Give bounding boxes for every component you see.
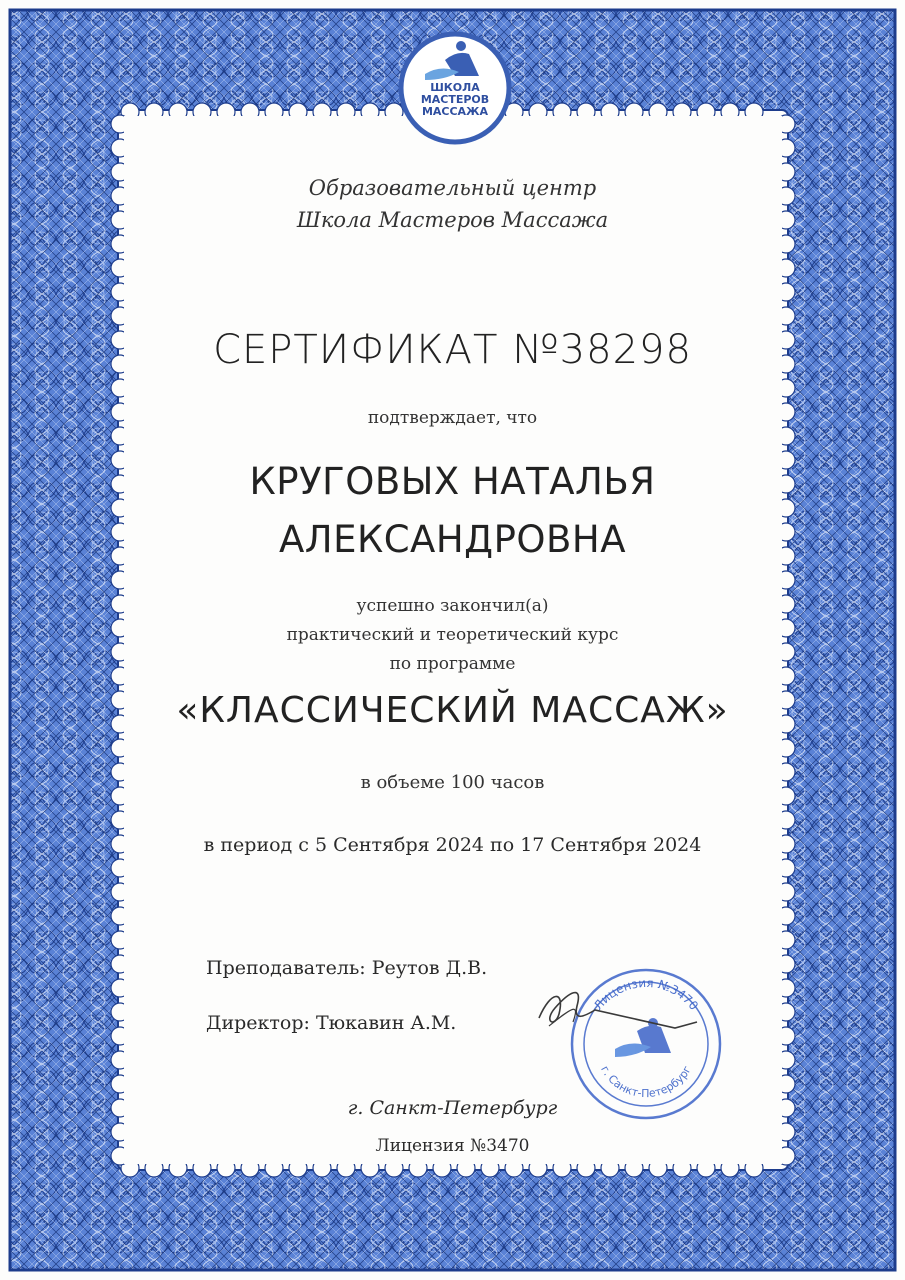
volume-text: в объеме 100 часов: [360, 772, 545, 793]
confirms-text: подтверждает, что: [367, 408, 538, 428]
certificate-title: СЕРТИФИКАТ №38298: [213, 327, 692, 373]
program-name: «КЛАССИЧЕСКИЙ МАССАЖ»: [176, 690, 729, 731]
completed-text: успешно закончил(а): [356, 596, 549, 616]
stamp-license-text: Лицензия №3470: [590, 975, 702, 1013]
recipient-name-line-1: КРУГОВЫХ НАТАЛЬЯ: [249, 460, 656, 503]
footer-license: Лицензия №3470: [375, 1136, 530, 1156]
footer-city: г. Санкт-Петербург: [347, 1097, 558, 1119]
director-signature-line: Директор: Тюкавин А.М.: [206, 1012, 457, 1034]
logo-text-1: ШКОЛА: [430, 81, 480, 94]
period-text: в период с 5 Сентября 2024 по 17 Сентября 2024: [203, 834, 702, 856]
course-text: практический и теоретический курс: [286, 625, 619, 645]
handwritten-signature: [525, 970, 710, 1050]
stamp-city-text: г. Санкт-Петербург: [598, 1063, 694, 1101]
svg-text:г. Санкт-Петербург: [598, 1063, 694, 1100]
teacher-signature-line: Преподаватель: Реутов Д.В.: [206, 957, 488, 979]
program-intro-text: по программе: [389, 654, 516, 674]
logo-text-2: МАСТЕРОВ: [420, 93, 490, 106]
organization-line-1: Образовательный центр: [308, 176, 597, 200]
logo-text-3: МАССАЖА: [421, 105, 489, 118]
organization-line-2: Школа Мастеров Массажа: [296, 208, 609, 232]
recipient-name-line-2: АЛЕКСАНДРОВНА: [278, 518, 627, 561]
